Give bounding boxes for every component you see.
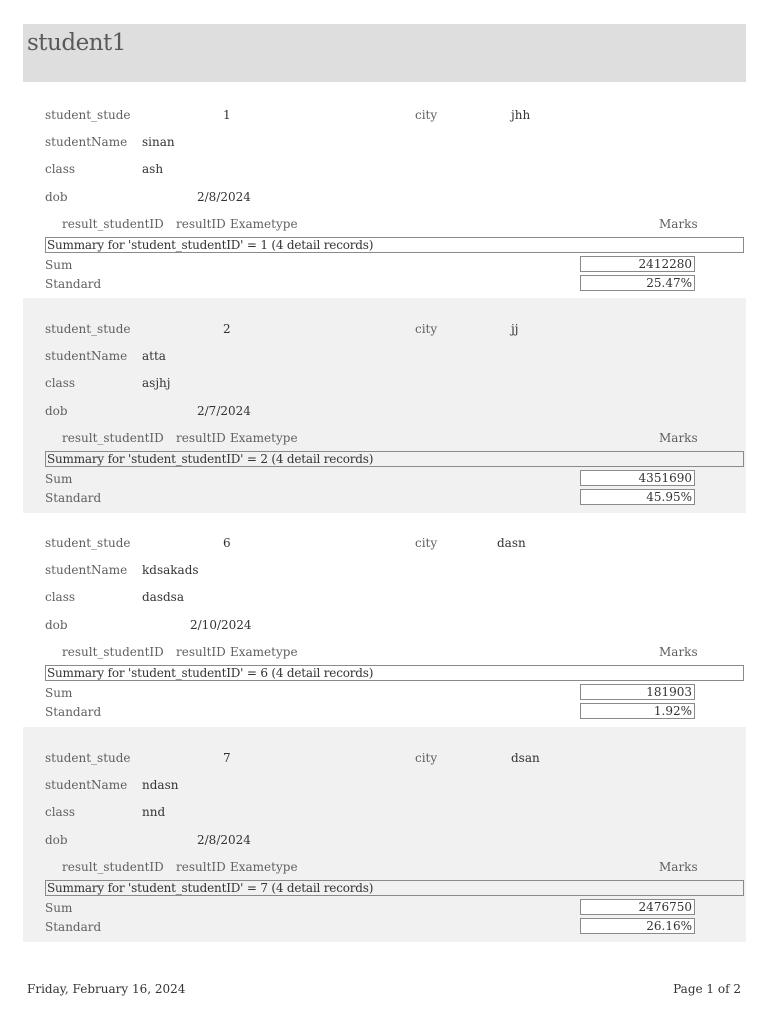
- city-value: dasn: [497, 536, 526, 550]
- col-marks: Marks: [659, 860, 698, 874]
- student-id-label: student_stude: [45, 536, 131, 550]
- class-value: nnd: [142, 805, 166, 819]
- report-title: student1: [27, 30, 126, 56]
- standard-label: Standard: [45, 491, 102, 505]
- student-name-value: sinan: [142, 135, 175, 149]
- col-exam-type: Exametype: [230, 217, 298, 231]
- city-value: jhh: [511, 108, 531, 122]
- student-id-value: 2: [223, 322, 231, 336]
- dob-label: dob: [45, 404, 68, 418]
- col-result-student-id: result_studentID: [62, 431, 164, 445]
- student-id-value: 6: [223, 536, 231, 550]
- report-header: [23, 24, 746, 82]
- dob-label: dob: [45, 618, 68, 632]
- city-value: dsan: [511, 751, 540, 765]
- student-name-value: ndasn: [142, 778, 179, 792]
- col-marks: Marks: [659, 645, 698, 659]
- class-label: class: [45, 376, 76, 390]
- student-group: [23, 727, 746, 942]
- standard-label: Standard: [45, 920, 102, 934]
- col-exam-type: Exametype: [230, 645, 298, 659]
- col-result-id: resultID: [176, 217, 226, 231]
- sum-value: 4351690: [638, 471, 692, 485]
- summary-text: Summary for 'student_studentID' = 1 (4 detail records): [47, 238, 374, 252]
- city-label: city: [415, 536, 438, 550]
- col-result-id: resultID: [176, 860, 226, 874]
- sum-label: Sum: [45, 258, 73, 272]
- col-result-student-id: result_studentID: [62, 217, 164, 231]
- student-id-value: 7: [223, 751, 231, 765]
- city-value: jj: [511, 322, 519, 336]
- student-name-label: studentName: [45, 135, 128, 149]
- dob-value: 2/10/2024: [190, 618, 252, 632]
- sum-box: [580, 899, 695, 915]
- col-result-student-id: result_studentID: [62, 860, 164, 874]
- city-label: city: [415, 751, 438, 765]
- col-exam-type: Exametype: [230, 860, 298, 874]
- standard-label: Standard: [45, 705, 102, 719]
- col-result-id: resultID: [176, 431, 226, 445]
- class-value: asjhj: [142, 376, 171, 390]
- sum-value: 2476750: [638, 900, 692, 914]
- dob-value: 2/7/2024: [197, 404, 251, 418]
- summary-text: Summary for 'student_studentID' = 6 (4 detail records): [47, 666, 374, 680]
- col-marks: Marks: [659, 217, 698, 231]
- student-name-label: studentName: [45, 349, 128, 363]
- standard-value: 26.16%: [646, 919, 692, 933]
- summary-box: [45, 665, 744, 681]
- sum-box: [580, 470, 695, 486]
- student-group: [23, 512, 746, 727]
- student-name-value: kdsakads: [142, 563, 199, 577]
- sum-label: Sum: [45, 686, 73, 700]
- dob-label: dob: [45, 190, 68, 204]
- class-value: dasdsa: [142, 590, 184, 604]
- student-id-value: 1: [223, 108, 231, 122]
- sum-label: Sum: [45, 901, 73, 915]
- standard-label: Standard: [45, 277, 102, 291]
- summary-box: [45, 451, 744, 467]
- student-id-label: student_stude: [45, 108, 131, 122]
- col-marks: Marks: [659, 431, 698, 445]
- student-name-label: studentName: [45, 778, 128, 792]
- student-group: [23, 298, 746, 513]
- sum-value: 181903: [646, 685, 692, 699]
- dob-label: dob: [45, 833, 68, 847]
- standard-box: [580, 489, 695, 505]
- city-label: city: [415, 322, 438, 336]
- student-name-value: atta: [142, 349, 166, 363]
- summary-text: Summary for 'student_studentID' = 7 (4 detail records): [47, 881, 374, 895]
- class-value: ash: [142, 162, 164, 176]
- student-id-label: student_stude: [45, 751, 131, 765]
- class-label: class: [45, 805, 76, 819]
- dob-value: 2/8/2024: [197, 833, 251, 847]
- col-result-student-id: result_studentID: [62, 645, 164, 659]
- sum-box: [580, 256, 695, 272]
- summary-text: Summary for 'student_studentID' = 2 (4 detail records): [47, 452, 374, 466]
- col-exam-type: Exametype: [230, 431, 298, 445]
- class-label: class: [45, 590, 76, 604]
- standard-box: [580, 275, 695, 291]
- standard-value: 1.92%: [653, 704, 692, 718]
- standard-box: [580, 703, 695, 719]
- footer-date: Friday, February 16, 2024: [27, 982, 186, 996]
- sum-value: 2412280: [638, 257, 692, 271]
- class-label: class: [45, 162, 76, 176]
- standard-box: [580, 918, 695, 934]
- student-group: [23, 84, 746, 299]
- sum-label: Sum: [45, 472, 73, 486]
- standard-value: 25.47%: [646, 276, 692, 290]
- col-result-id: resultID: [176, 645, 226, 659]
- city-label: city: [415, 108, 438, 122]
- sum-box: [580, 684, 695, 700]
- standard-value: 45.95%: [646, 490, 692, 504]
- dob-value: 2/8/2024: [197, 190, 251, 204]
- student-id-label: student_stude: [45, 322, 131, 336]
- footer-page-number: Page 1 of 2: [673, 982, 741, 996]
- student-name-label: studentName: [45, 563, 128, 577]
- summary-box: [45, 880, 744, 896]
- summary-box: [45, 237, 744, 253]
